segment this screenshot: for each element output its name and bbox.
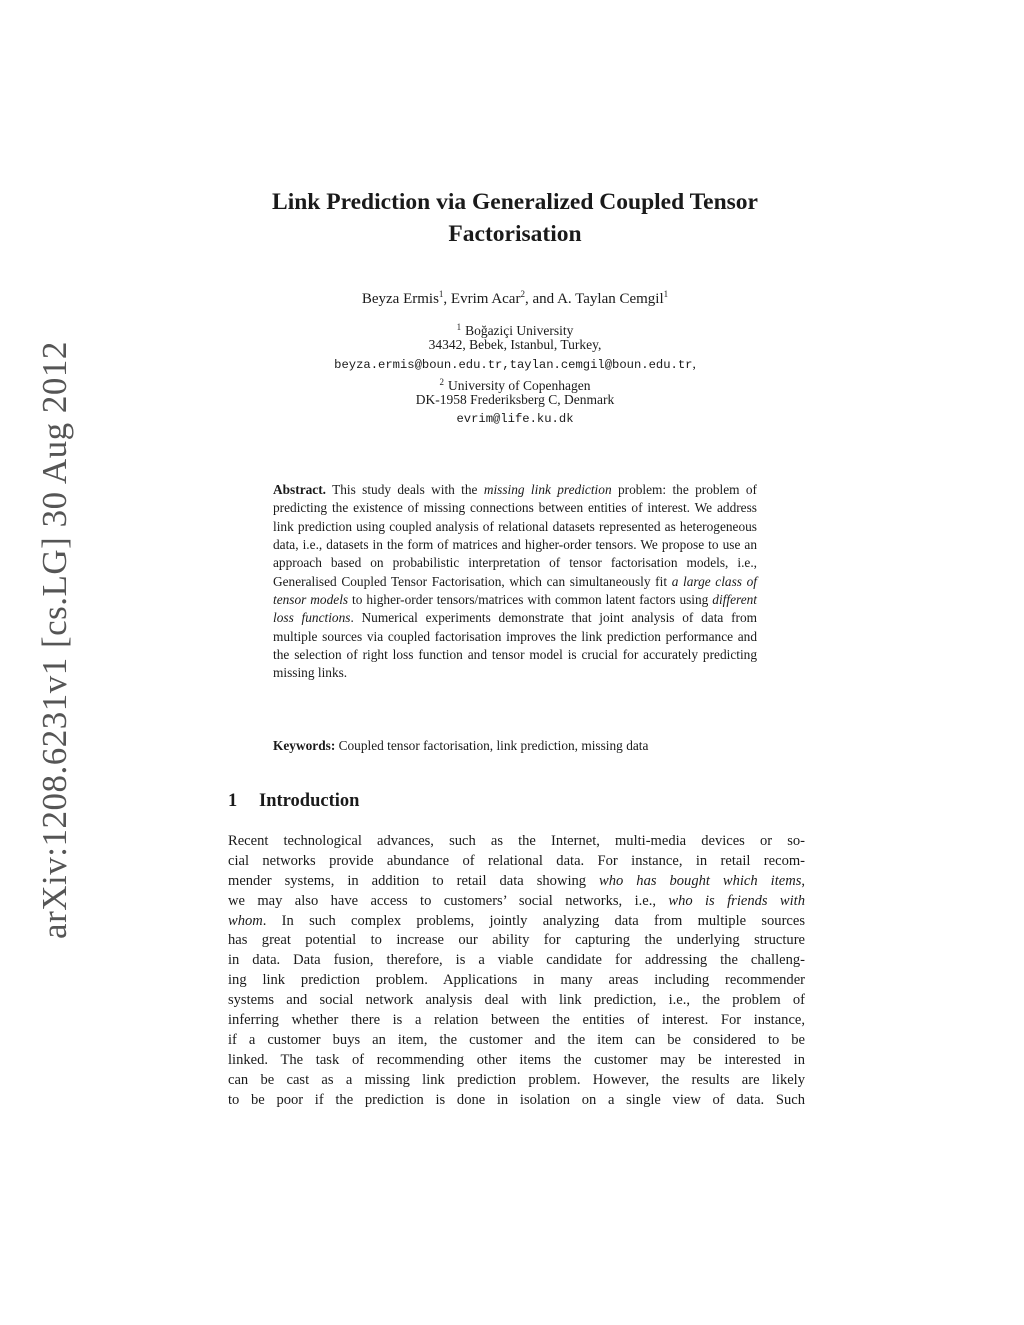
- body-line: linked. The task of recommending other items the customer may be interested in: [228, 1051, 805, 1068]
- author-list: [228, 285, 802, 308]
- affiliation-2-address: DK-1958 Frederiksberg C, Denmark: [415, 392, 615, 408]
- body-line: in data. Data fusion, therefore, is a viable candidate for addressing the challeng-: [228, 952, 805, 969]
- affiliations: [228, 318, 802, 428]
- author-name: Evrim Acar: [450, 291, 521, 307]
- author-name: Beyza Ermis: [361, 291, 439, 307]
- body-line: we may also have access to customers’ social networks, i.e., who is friends with: [228, 892, 805, 909]
- arxiv-identifier-stamp: arXiv:1208.6231v1 [cs.LG] 30 Aug 2012: [35, 341, 74, 939]
- body-line: systems and social network analysis deal with link prediction, i.e., the problem of: [228, 992, 805, 1009]
- affiliation-1-email: beyza.ermis@boun.edu.tr,taylan.cemgil@boun.edu.tr,: [334, 355, 696, 372]
- body-line: inferring whether there is a relation between the entities of interest. For instance,: [228, 1012, 805, 1029]
- author-separator: , and: [524, 291, 558, 307]
- title-line-1: Link Prediction via Generalized Coupled Tensor: [272, 189, 758, 215]
- affiliation-2-email: [228, 409, 802, 427]
- affiliation-2-name: $^2$ University of Copenhagen: [439, 376, 591, 393]
- keywords-label: Keywords:: [273, 738, 336, 753]
- title-line-2: Factorisation: [448, 221, 582, 247]
- introduction-body: [228, 832, 805, 1110]
- author-affiliation-marker: 2: [520, 289, 525, 299]
- paper-title: [228, 186, 802, 250]
- affiliation-marker: 2: [439, 376, 445, 387]
- body-line: cial networks provide abundance of relational data. For instance, in retail recom-: [228, 852, 805, 869]
- email-address[interactable]: beyza.ermis@boun.edu.tr,taylan.cemgil@boun.edu.tr: [334, 357, 693, 372]
- keywords: [273, 737, 757, 755]
- affiliation-1-address: 34342, Bebek, Istanbul, Turkey,: [428, 337, 602, 353]
- section-heading: [228, 789, 359, 813]
- author-name: A. Taylan Cemgil: [557, 291, 664, 307]
- section-title: Introduction: [259, 791, 360, 811]
- body-line: has great potential to increase our ability for capturing the underlying structure: [228, 932, 805, 949]
- body-line: ing link prediction problem. Applications in many areas including recommender: [228, 972, 805, 989]
- abstract: Abstract. This study deals with the missing link prediction problem: the problem of predicting the existence of missing connections between entities of interest. We address link prediction using coupled analysis of relational datasets represented as heterogeneous data, i.e., datasets in the form of matrices and higher-order tensors. We propose to use an approach based on probabilistic interpretation of tensor factorisation models, i.e., Generalised Coupled Tensor Factorisation, which can simultaneously fit a large class of tensor models to higher-order tensors/matrices with common latent factors using different loss functions. Numerical experiments demonstrate that joint analysis of data from multiple sources via coupled factorisation improves the link prediction performance and the selection of right loss function and tensor model is crucial for accurately predicting missing links.: [273, 482, 758, 681]
- body-line: if a customer buys an item, the customer and the item can be considered to be: [228, 1031, 805, 1048]
- affiliation-marker: 1: [456, 322, 462, 332]
- author-affiliation-marker: 1: [438, 289, 444, 299]
- body-line: mender systems, in addition to retail data showing who has bought which items,: [228, 872, 806, 889]
- section-number: 1: [228, 791, 238, 811]
- abstract-label: Abstract.: [273, 482, 326, 497]
- email-address[interactable]: evrim@life.ku.dk: [456, 412, 574, 427]
- body-line: to be poor if the prediction is done in isolation on a single view of data. Such: [228, 1091, 805, 1108]
- keywords-text: Coupled tensor factorisation, link prediction, missing data: [335, 738, 649, 753]
- body-line: Recent technological advances, such as the Internet, multi-media devices or so-: [228, 833, 805, 849]
- affiliation-1-name: $^1$ Boğaziçi University: [456, 322, 574, 338]
- author-affiliation-marker: 1: [663, 289, 669, 299]
- body-line: whom. In such complex problems, jointly analyzing data from multiple sources: [228, 912, 805, 929]
- body-line: can be cast as a missing link prediction problem. However, the results are likely: [228, 1071, 805, 1088]
- author-separator: ,: [443, 291, 451, 307]
